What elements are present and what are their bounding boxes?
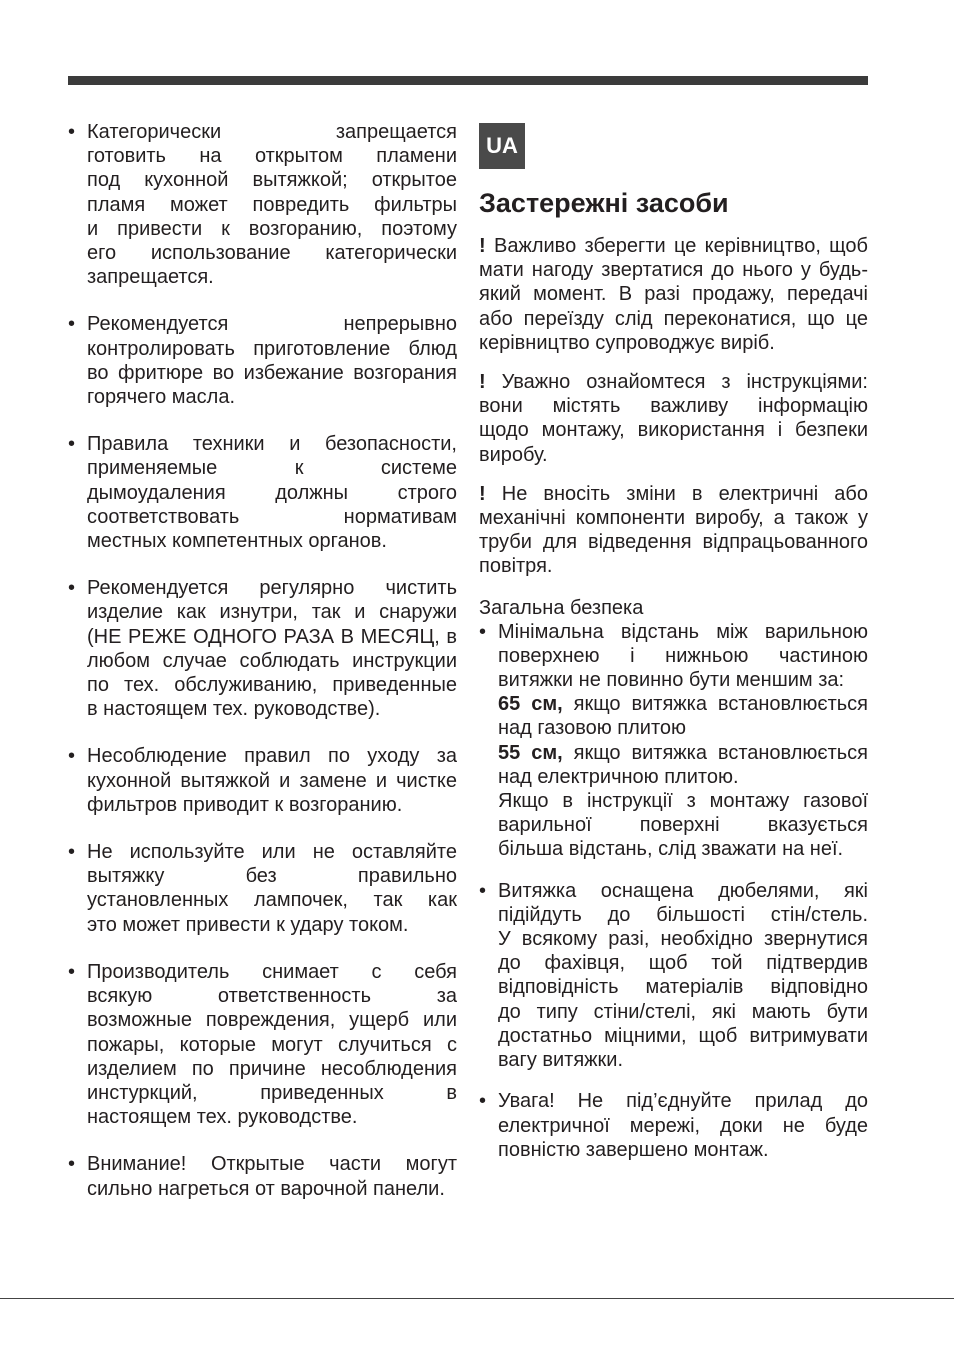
exclamation-mark: !	[479, 235, 486, 257]
bullet-item-line: • Категорически запрещается	[87, 121, 457, 143]
warning-paragraph	[479, 482, 868, 579]
warning-paragraph-line: або переїзду слід переконатися, що це	[479, 307, 868, 330]
safety-note-line: більша відстань, слід зважати на неї.	[498, 838, 844, 861]
warning-paragraph-line: повітря.	[479, 555, 553, 578]
warning-paragraph-line: керівництво супроводжує виріб.	[479, 331, 775, 354]
safety-item-line: повністю завершено монтаж.	[498, 1138, 769, 1161]
top-rule	[68, 76, 868, 85]
bullet-item-line: любом случае соблюдать инструкции	[87, 649, 457, 672]
warning-paragraph-line: механічні компоненти виробу, а також у	[479, 507, 868, 530]
right-column-ua	[479, 123, 868, 1179]
bullet-item-line: • Рекомендуется непрерывно	[87, 313, 457, 336]
bullet-item-line: во фритюре во избежание возгорания	[87, 361, 457, 384]
bullet-item-line: • Производитель снимает с себя	[87, 960, 457, 983]
warning-paragraph-line: ! Важливо зберегти це керівництво, щоб	[479, 235, 868, 257]
safety-gas-line: 65 см, якщо витяжка встановлюється	[498, 693, 868, 716]
safety-item-line: відповідність матеріалів відповідно	[498, 976, 868, 999]
bullet-item-line: • Несоблюдение правил по уходу за	[87, 745, 457, 768]
bullet-item-line: • Рекомендуется регулярно чистить	[87, 577, 457, 600]
warning-paragraph-line: виробу.	[479, 443, 548, 466]
safety-item-line: вагу витяжки.	[498, 1049, 624, 1072]
bullet-item-line: вытяжку без правильно	[87, 865, 457, 888]
safety-item-line: • Витяжка оснащена дюбелями, які	[498, 879, 868, 902]
bullet-item	[68, 1152, 457, 1200]
exclamation-mark: !	[479, 371, 486, 394]
bullet-item-line: сильно нагреться от варочной панели.	[87, 1177, 445, 1200]
bullet-item-line: его использование категорически	[87, 242, 457, 265]
bullet-item-line: под кухонной вытяжкой; открытое	[87, 169, 457, 192]
bullet-item-line: запрещается.	[87, 266, 214, 289]
bullet-item-line: по тех. обслуживанию, приведенные	[87, 674, 457, 697]
bullet-item	[68, 840, 457, 937]
warning-paragraph-line: вони містять важливу інформацію	[479, 395, 868, 418]
exclamation-mark: !	[479, 482, 486, 505]
bullet-item	[68, 576, 457, 721]
safety-item	[479, 1089, 868, 1162]
bullet-item-line: пожары, которые могут случиться с	[87, 1033, 457, 1056]
bullet-item-line: • Правила техники и безопасности,	[87, 433, 457, 456]
bullet-item-line: контролировать приготовление блюд	[87, 337, 457, 360]
bullet-item-line: кухонной вытяжкой и замене и чистке	[87, 769, 457, 792]
warning-paragraph-line: ! Уважно ознайомтеся з інструкціями:	[479, 371, 868, 394]
bullet-item-line: возможные повреждения, ущерб или	[87, 1009, 457, 1032]
bullet-item-line: в настоящем тех. руководстве).	[87, 698, 381, 721]
bullet-item-line: (НЕ РЕЖЕ ОДНОГО РАЗА В МЕСЯЦ, в	[87, 625, 457, 648]
safety-item-line: електричної мережі, доки не буде	[498, 1114, 868, 1137]
bullet-item-line: фильтров приводит к возгоранию.	[87, 793, 403, 816]
bullet-item-line: • Внимание! Открытые части могут	[87, 1153, 457, 1176]
safety-intro-line: витяжки не повинно бути меншим за:	[498, 669, 845, 692]
safety-intro-line: • Мінімальна відстань між варильною	[498, 620, 868, 643]
bullet-item-line: изделие как изнутри, так и снаружи	[87, 601, 457, 624]
safety-electric-line: 55 см, якщо витяжка встановлюється	[498, 741, 868, 764]
safety-gas-line-2: над газовою плитою	[498, 717, 687, 740]
bullet-item-line: установленных лампочек, так как	[87, 889, 457, 912]
bullet-item	[68, 120, 457, 289]
safety-item-line: підійдуть до більшості стін/стель.	[498, 903, 868, 926]
safety-note-line: варильної поверхні вказується	[498, 814, 868, 837]
safety-item	[479, 879, 868, 1073]
bullet-item	[68, 432, 457, 553]
language-badge: UA	[479, 123, 525, 169]
bullet-item	[68, 960, 457, 1129]
safety-item-distance	[479, 620, 868, 862]
bullet-item-line: пламя может повредить фильтры	[87, 193, 457, 216]
bullet-item-line: местных компетентных органов.	[87, 530, 387, 553]
bullet-item-line: изделием по причине несоблюдения	[87, 1057, 457, 1080]
bottom-rule	[0, 1298, 954, 1299]
warning-paragraph-line: труби для відведення відпрацьованного	[479, 531, 868, 554]
safety-item-line: • Увага! Не під’єднуйте прилад до	[498, 1090, 868, 1113]
bullet-item-line: дымоудаления должны строго	[87, 481, 457, 504]
bullet-item	[68, 744, 457, 817]
warning-paragraph-line: щодо монтажу, використання і безпеки	[479, 419, 868, 442]
safety-item-line: до типу стіни/стелі, які мають бути	[498, 1000, 868, 1023]
safety-item-line: до фахівця, щоб той підтвердив	[498, 952, 868, 975]
safety-item-line: У всякому разі, необхідно звернутися	[498, 928, 868, 951]
left-column-ru	[68, 120, 457, 1224]
bullet-item-line: настоящем тех. руководстве.	[87, 1106, 358, 1129]
bullet-item-line: инстуркций, приведенных в	[87, 1081, 457, 1104]
bullet-item	[68, 312, 457, 409]
warning-paragraph-line: який момент. В разі продажу, передачі	[479, 283, 868, 306]
bullet-item-line: готовить на открытом пламени	[87, 145, 457, 168]
bullet-item-line: применяемые к системе	[87, 457, 457, 480]
safety-item-line: достатньо міцними, щоб витримувати	[498, 1024, 868, 1047]
warning-paragraph	[479, 234, 868, 355]
general-safety-subheading: Загальна безпека	[479, 596, 644, 619]
bullet-item-line: это может привести к удару током.	[87, 913, 409, 936]
bullet-item-line: • Не используйте или не оставляйте	[87, 841, 457, 864]
safety-electric-line-2: над електричною плитою.	[498, 765, 739, 788]
safety-intro-line: поверхнею і нижньою частиною	[498, 644, 868, 667]
bullet-item-line: соответствовать нормативам	[87, 505, 457, 528]
warning-paragraph-line: ! Не вносіть зміни в електричні або	[479, 482, 868, 505]
bullet-item-line: горячего масла.	[87, 386, 236, 409]
bullet-item-line: и привести к возгоранию, поэтому	[87, 217, 457, 240]
warning-paragraph-line: мати нагоду звертатися до нього у будь-	[479, 259, 868, 282]
section-heading: Застережні засоби	[479, 188, 729, 218]
safety-note-line: Якщо в інструкції з монтажу газової	[498, 790, 868, 813]
warning-paragraph	[479, 370, 868, 467]
bullet-item-line: всякую ответственность за	[87, 985, 457, 1008]
